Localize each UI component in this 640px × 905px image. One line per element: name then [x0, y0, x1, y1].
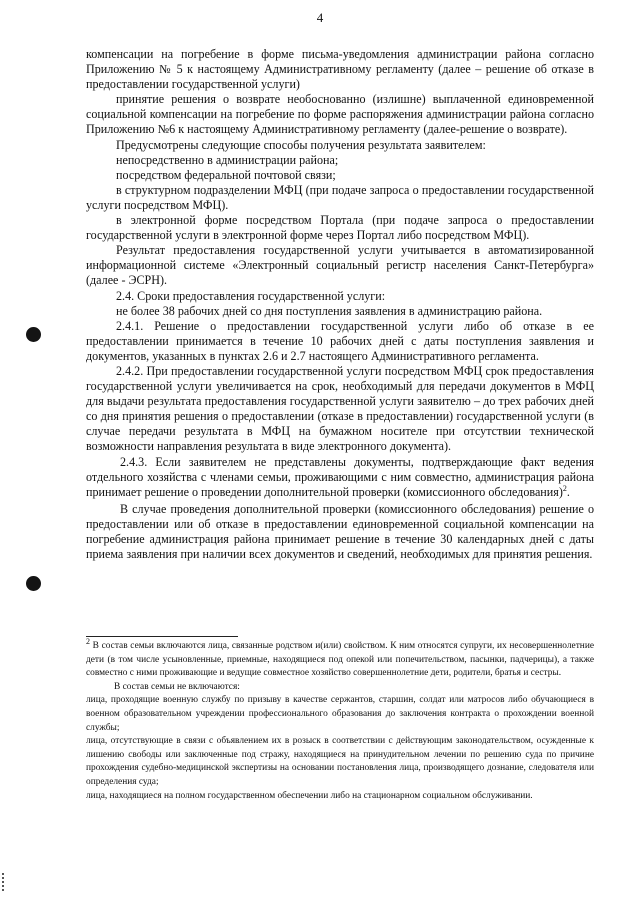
- footnote-separator: [86, 636, 238, 637]
- paragraph: компенсации на погребение в форме письма-уведомления администрации района согласно Приложению № 5 к настоящему Административному регламенту (далее – решение об отказе в предоставлении государственной услуги): [86, 47, 594, 92]
- sentence-end: .: [566, 484, 570, 499]
- footnote-line: лица, отсутствующие в связи с объявлением их в розыск в соответствии с действующим законодательством, осужденные к лишению свободы или заключенные под стражу, находящиеся на принудительном лечении по решению суда по причине прохождения судебно-медицинской экспертизы на основании постановления лица, производящего дознание, следователя или определения суда;: [86, 736, 594, 787]
- footnote-line: лица, проходящие военную службу по призыву в качестве сержантов, старшин, солдат или матросов либо обучающиеся в военном образовательном учреждении профессионального образования до заключения контракта о прохождении военной службы;: [86, 695, 594, 733]
- paragraph-text: 2.4.3. Если заявителем не представлены документы, подтверждающие факт ведения отдельного хозяйства с членами семьи, проживающими с ним совместно, администрация района принимает решение о проведении дополнительной проверки (комиссионного обследования): [86, 454, 594, 499]
- paragraph: в структурном подразделении МФЦ (при подаче запроса о предоставлении государственной услуги посредством МФЦ).: [86, 182, 594, 212]
- footnote-marker: 2: [86, 636, 90, 646]
- paragraph-2-4-2: 2.4.2. При предоставлении государственной услуги посредством МФЦ срок предоставления государственной услуги увеличивается на срок, необходимый для передачи документов в МФЦ для выдачи результата предоставления государственной услуги заявителю – до трех рабочих дней со дня принятия решения о предоставлении (отказе в предоставлении) государственной услуги (в случае передачи результата в МФЦ на бумажном носителе при отсутствии технической возможности направления результата в виде электронного документа).: [86, 363, 594, 454]
- main-text: [86, 47, 594, 562]
- paragraph: Предусмотрены следующие способы получения результата заявителем:: [116, 137, 486, 152]
- binder-hole-top: [26, 327, 41, 342]
- paragraph: В случае проведения дополнительной проверки (комиссионного обследования) решение о предоставлении или об отказе в предоставлении единовременной социальной компенсации на погребение администрация района принимает решение в течение 30 календарных дней с даты приема заявления при наличии всех документов и сведений, необходимых для принятия решения.: [86, 501, 594, 562]
- footnotes: [86, 636, 595, 803]
- footnote-line: лица, находящиеся на полном государственном обеспечении либо на стационарном социальном обслуживании.: [86, 790, 533, 801]
- paragraph: непосредственно в администрации района;: [116, 152, 339, 167]
- section-heading-2-4: 2.4. Сроки предоставления государственной услуги:: [116, 288, 386, 303]
- page-number: 4: [316, 10, 324, 25]
- paragraph: посредством федеральной почтовой связи;: [116, 167, 336, 182]
- paragraph: в электронной форме посредством Портала (при подаче запроса о предоставлении государственной услуги в электронной форме через Портал либо посредством МФЦ).: [86, 213, 594, 243]
- footnote-text: В состав семьи включаются лица, связанные родством и(или) свойством. К ним относятся супруги, их несовершеннолетние дети (в том числе усыновленные, приемные, находящиеся под опекой или попечительством, пасынки, падчерицы), а также совместно с ними проживающие и ведущие совместное хозяйство совершеннолетние дети, родители, братья и сестры.: [86, 641, 595, 679]
- paragraph-2-4-3: [86, 455, 594, 500]
- paragraph: не более 38 рабочих дней со дня поступления заявления в администрацию района.: [116, 303, 543, 318]
- paragraph: принятие решения о возврате необоснованно (излишне) выплаченной единовременной социальной компенсации на погребение по форме распоряжения администрации района согласно Приложению №6 к настоящему Административному регламенту (далее-решение о возврате).: [86, 92, 594, 137]
- footnote: [86, 636, 595, 681]
- scan-edge-marks: [2, 873, 6, 891]
- footnote-ref: 2: [562, 483, 567, 493]
- footnote-line: В состав семьи не включаются:: [114, 681, 240, 692]
- paragraph-2-4-1: 2.4.1. Решение о предоставлении государственной услуги либо об отказе в ее предоставлении принимается в течение 10 рабочих дней с даты поступления заявления и документов, указанных в пунктах 2.6 и 2.7 настоящего Административного регламента.: [86, 318, 594, 363]
- paragraph: Результат предоставления государственной услуги учитывается в автоматизированной информационной системе «Электронный социальный регистр населения Санкт-Петербурга» (далее - ЭСРН).: [86, 243, 594, 288]
- binder-hole-bottom: [26, 576, 41, 591]
